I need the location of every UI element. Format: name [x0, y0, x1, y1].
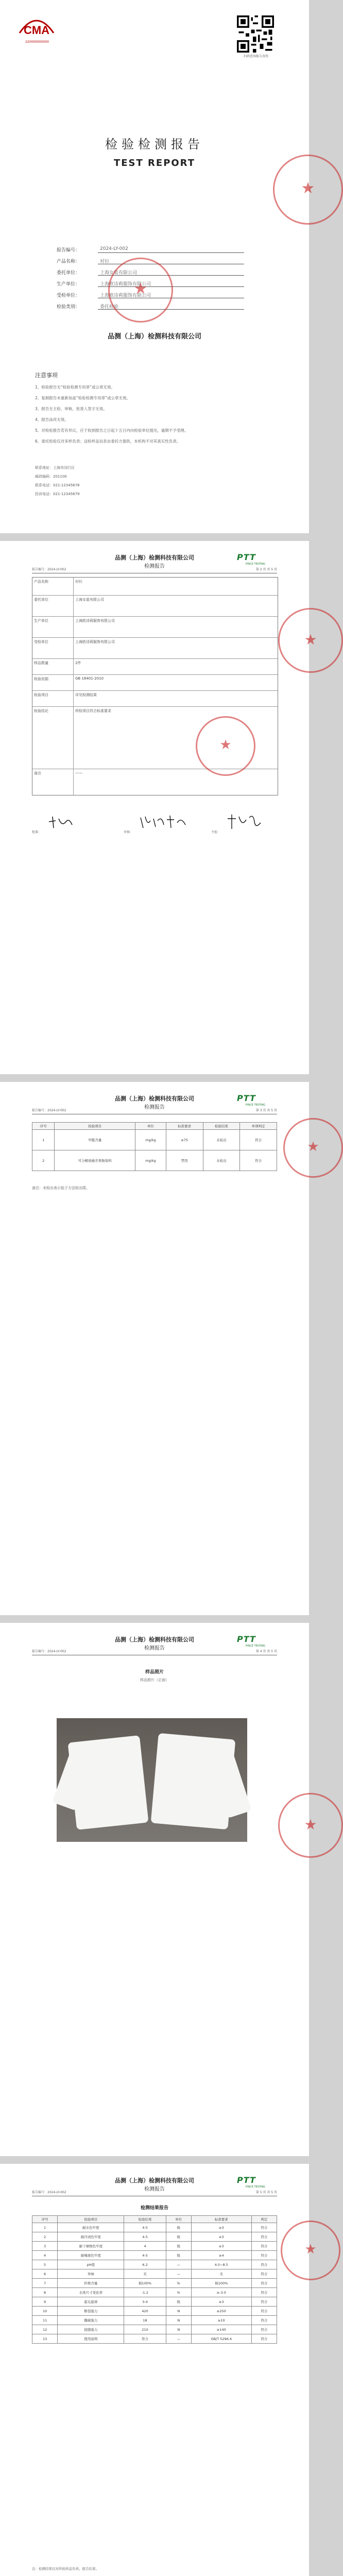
cell: 甲醛含量 — [55, 1130, 135, 1150]
cell: 耐汗渍色牢度 — [58, 2232, 124, 2242]
cell: 无 — [191, 2269, 251, 2279]
report-title-en: TEST REPORT — [113, 158, 196, 168]
company-logo: PTT — [237, 1634, 256, 1644]
cell: 6.2 — [124, 2260, 166, 2269]
table-row — [32, 2232, 277, 2242]
note-item: 1、检验报告无“检验检测专用章”或公章无效。 — [35, 385, 115, 389]
note-item: 2、复制报告未重新加盖“检验检测专用章”或公章无效。 — [35, 396, 131, 400]
header-report-no: 报告编号：2024-LY-002 — [32, 568, 66, 571]
cell: 符合 — [251, 2269, 277, 2279]
company-logo: PTT — [237, 552, 256, 562]
notes-list — [35, 383, 277, 448]
cell: 11 — [32, 2316, 58, 2325]
results-page-2 — [0, 2164, 317, 2576]
reviewer-signature — [138, 811, 195, 832]
cell: 无 — [124, 2269, 166, 2279]
table-row — [32, 596, 278, 617]
company-logo: PTT — [237, 1093, 256, 1103]
cell: 起毛起球 — [58, 2297, 124, 2307]
column-header: 序号 — [32, 2216, 58, 2223]
seal-edge: ★ — [283, 1118, 343, 1178]
row-value: 2件 — [75, 661, 81, 665]
column-header: 单位 — [135, 1123, 166, 1130]
table-row — [32, 2279, 277, 2288]
row-value: GB 18401-2010 — [75, 676, 104, 681]
cell: 4-5 — [124, 2223, 166, 2232]
cell: pH值 — [58, 2260, 124, 2269]
table-row — [32, 675, 278, 691]
table-row — [32, 617, 278, 638]
cell: 撕破强力 — [58, 2316, 124, 2325]
company-name: 品测（上海）检测科技有限公司 — [107, 333, 201, 341]
cma-mark: CMA — [23, 24, 50, 37]
seal-edge: ★ — [278, 608, 343, 673]
cell: 3-4 — [124, 2297, 166, 2307]
cell: 10 — [32, 2307, 58, 2316]
cell: ≥3 — [191, 2223, 251, 2232]
cell: 级 — [166, 2251, 191, 2260]
row-value: 上海欧诗莉服饰有限公司 — [75, 619, 115, 623]
cell: 3 — [32, 2242, 58, 2251]
cell: — — [166, 2260, 191, 2269]
results-table — [32, 1122, 277, 1171]
results-table — [32, 2215, 277, 2344]
cell: % — [166, 2279, 191, 2288]
cell: ≥3 — [191, 2242, 251, 2251]
cell: 4.0~8.5 — [191, 2260, 251, 2269]
table-header-row — [32, 1123, 277, 1130]
table-row — [32, 2242, 277, 2251]
cell: 4 — [32, 2251, 58, 2260]
table-row — [32, 691, 278, 707]
cell: ≥3 — [191, 2232, 251, 2242]
column-header: 序号 — [32, 1123, 55, 1130]
qr-code[interactable] — [237, 15, 274, 53]
cell: 级 — [166, 2232, 191, 2242]
field-label: 产品名称： — [57, 259, 80, 264]
cover-page — [0, 0, 315, 533]
notes-title: 注意事项 — [35, 372, 58, 379]
row-value: —— — [75, 771, 82, 775]
cell: 符合 — [124, 2334, 166, 2344]
table-row — [32, 2260, 277, 2269]
cell: — — [166, 2334, 191, 2344]
cell: 2 — [32, 1150, 55, 1171]
summary-page — [0, 541, 317, 1074]
column-header: 单位 — [166, 2216, 191, 2223]
header-company: 品测（上海）检测科技有限公司 — [115, 2177, 194, 2184]
seal-edge: ★ — [278, 1793, 343, 1858]
table-row — [32, 2223, 277, 2232]
cell: 符合 — [251, 2223, 277, 2232]
seal-edge: ★ — [281, 2221, 340, 2280]
page-number: 第 4 页 共 5 页 — [255, 1650, 277, 1653]
cell: 7 — [32, 2279, 58, 2288]
cell: 符合 — [251, 2288, 277, 2297]
cell: 级 — [166, 2297, 191, 2307]
logo-subtitle: PINCE TESTING — [245, 2185, 265, 2189]
field-label: 检验类别： — [57, 304, 80, 310]
cell: 4-5 — [124, 2232, 166, 2242]
column-header: 检验项目 — [58, 2216, 124, 2223]
header-subtitle: 检测报告 — [144, 1646, 165, 1651]
cell: 异味 — [58, 2269, 124, 2279]
table-row — [32, 2307, 277, 2316]
table-row — [32, 578, 278, 596]
note-item: 6、委托检验仅对来样负责；送检样品信息由委托方提供，本机构不对其真实性负责。 — [35, 439, 181, 444]
cell: 水洗尺寸变化率 — [58, 2288, 124, 2297]
table-row — [32, 2269, 277, 2279]
reviewer-label: 审核： — [124, 831, 133, 834]
column-header: 标准要求 — [166, 1123, 203, 1130]
column-header: 检验项目 — [55, 1123, 135, 1130]
company-logo: PTT — [237, 2175, 256, 2185]
field-value: 上海欧诗莉服饰有限公司 — [98, 280, 244, 287]
note-item: 4、报告涂改无效。 — [35, 417, 68, 422]
cell: 断裂强力 — [58, 2307, 124, 2316]
cell: 未检出 — [203, 1150, 240, 1171]
row-label: 样品数量 — [32, 659, 74, 674]
cell: 符合 — [240, 1150, 277, 1171]
cell: N — [166, 2316, 191, 2325]
table-row — [32, 2325, 277, 2334]
cell: 级 — [166, 2242, 191, 2251]
report-title-cn: 检验检测报告 — [105, 137, 204, 151]
cell: 4 — [124, 2242, 166, 2251]
cell: N — [166, 2307, 191, 2316]
cell: 符合 — [251, 2325, 277, 2334]
qr-caption: 扫码查询报告真伪 — [243, 55, 268, 58]
cma-number: 220000000000 — [25, 40, 49, 44]
logo-subtitle: PINCE TESTING — [245, 1104, 265, 1107]
cell: 4-5 — [124, 2251, 166, 2260]
cell: 符合 — [251, 2297, 277, 2307]
table-row — [32, 2316, 277, 2325]
table-row — [32, 2297, 277, 2307]
field-label: 受检单位： — [57, 293, 80, 298]
contact-line: 联系地址：上海市闵行区 — [35, 466, 75, 470]
field-label: 生产单位： — [57, 282, 80, 287]
results-footer: 注：检测结果仅对所检样品负责。报告结束。 — [32, 2567, 99, 2571]
cell: 2 — [32, 2232, 58, 2242]
column-header: 判定 — [251, 2216, 277, 2223]
page-number: 第 2 页 共 5 页 — [255, 568, 277, 571]
cell: 使用说明 — [58, 2334, 124, 2344]
header-company: 品测（上海）检测科技有限公司 — [115, 1636, 194, 1643]
column-header: 单项判定 — [240, 1123, 277, 1130]
header-subtitle: 检测报告 — [144, 564, 165, 569]
table-note: 备注：未检出表示低于方法检出限。 — [32, 1186, 90, 1190]
photo-caption: 样品照片（正面） — [140, 1678, 169, 1682]
results-page-1 — [0, 1082, 319, 1615]
sample-photo — [57, 1718, 247, 1842]
cell: mg/kg — [135, 1150, 166, 1171]
official-seal: ★ — [108, 258, 173, 323]
cell: 1 — [32, 1130, 55, 1150]
header-company: 品测（上海）检测科技有限公司 — [115, 554, 194, 561]
table-row — [32, 1150, 277, 1171]
header-subtitle: 检测报告 — [144, 1105, 165, 1110]
field-value: 2024-LY-002 — [98, 246, 244, 253]
cell: ≥250 — [191, 2307, 251, 2316]
header-subtitle: 检测报告 — [144, 2187, 165, 2192]
cell: 6 — [32, 2269, 58, 2279]
cell: 符合 — [251, 2251, 277, 2260]
field-value: 上海女装有限公司 — [98, 269, 244, 276]
cell: 耐干摩擦色牢度 — [58, 2242, 124, 2251]
cell: 符合 — [251, 2334, 277, 2344]
cell: ≥140 — [191, 2325, 251, 2334]
cell: 符合 — [251, 2316, 277, 2325]
cell: — — [166, 2269, 191, 2279]
note-item: 3、报告无主检、审核、批准人签字无效。 — [35, 406, 107, 411]
results-body — [32, 2223, 277, 2344]
cell: 210 — [124, 2325, 166, 2334]
cell: 棉100% — [191, 2279, 251, 2288]
table-row — [32, 1130, 277, 1150]
cell: 5 — [32, 2260, 58, 2269]
header-company: 品测（上海）检测科技有限公司 — [115, 1095, 194, 1102]
field-value: 委托检验 — [98, 303, 244, 310]
cell: 420 — [124, 2307, 166, 2316]
cell: 符合 — [240, 1130, 277, 1150]
cell: 8 — [32, 2288, 58, 2297]
cell: ≥-3.0 — [191, 2288, 251, 2297]
cell: GB/T 5296.4 — [191, 2334, 251, 2344]
inspector-signature — [226, 811, 267, 832]
cell: % — [166, 2288, 191, 2297]
table-row — [32, 2334, 277, 2344]
table-row — [32, 769, 278, 795]
cell: 符合 — [251, 2242, 277, 2251]
approver-signature — [46, 811, 82, 832]
field-value: 衬衫 — [98, 258, 244, 264]
logo-subtitle: PINCE TESTING — [245, 563, 265, 566]
cma-logo — [16, 13, 57, 38]
cell: ≤75 — [166, 1130, 203, 1150]
table-header-row — [32, 2216, 277, 2223]
approver-label: 批准： — [32, 831, 42, 834]
note-item: 5、对检验报告若有异议，应于收到报告之日起十五日内向检验单位提出，逾期不予受理。 — [35, 428, 188, 433]
row-value: 上海女装有限公司 — [75, 598, 104, 602]
cell: ≥4 — [191, 2251, 251, 2260]
field-value: 上海欧诗莉服饰有限公司 — [98, 292, 244, 298]
contact-line: 联系电话：021-12345678 — [35, 483, 80, 487]
inspector-label: 主检： — [211, 831, 221, 834]
cell: 棉100% — [124, 2279, 166, 2288]
results-title: 检测结果报告 — [140, 2206, 168, 2211]
row-value: 所检项目符合标准要求 — [75, 709, 111, 713]
cell: 禁用 — [166, 1150, 203, 1171]
row-label: 产品名称 — [32, 578, 74, 595]
row-label: 受检单位 — [32, 638, 74, 658]
cell: 耐水色牢度 — [58, 2223, 124, 2232]
row-label: 委托单位 — [32, 596, 74, 616]
photo-title: 样品照片 — [145, 1670, 164, 1675]
column-header: 检验结果 — [203, 1123, 240, 1130]
contact-line: 邮政编码：201100 — [35, 474, 67, 479]
row-label: 检验项目 — [32, 691, 74, 706]
cell: 符合 — [251, 2279, 277, 2288]
row-label: 检验结论 — [32, 707, 74, 769]
table-row — [32, 2251, 277, 2260]
table-row — [32, 638, 278, 659]
row-label: 备注 — [32, 769, 74, 795]
cell: 13 — [32, 2334, 58, 2344]
cell: 12 — [32, 2325, 58, 2334]
cell: 耐唾液色牢度 — [58, 2251, 124, 2260]
cell: 9 — [32, 2297, 58, 2307]
header-report-no: 报告编号：2024-LY-002 — [32, 2191, 66, 2194]
cell: 级 — [166, 2223, 191, 2232]
cell: -1.2 — [124, 2288, 166, 2297]
contact-line: 投诉电话：021-12345679 — [35, 492, 80, 496]
page-number: 第 3 页 共 5 页 — [255, 1109, 277, 1112]
field-label: 委托单位： — [57, 270, 80, 276]
header-report-no: 报告编号：2024-LY-002 — [32, 1650, 66, 1653]
table-row — [32, 2288, 277, 2297]
cell: 符合 — [251, 2232, 277, 2242]
cell: N — [166, 2325, 191, 2334]
cell: 18 — [124, 2316, 166, 2325]
row-value: 详见检测结果 — [75, 693, 97, 697]
header-report-no: 报告编号：2024-LY-002 — [32, 1109, 66, 1112]
column-header: 标准要求 — [191, 2216, 251, 2223]
cell: 未检出 — [203, 1130, 240, 1150]
row-label: 生产单位 — [32, 617, 74, 637]
cell: 1 — [32, 2223, 58, 2232]
cell: 符合 — [251, 2260, 277, 2269]
official-seal: ★ — [196, 716, 255, 776]
seal-edge: ★ — [273, 155, 343, 225]
cell: mg/kg — [135, 1130, 166, 1150]
cell: ≥3 — [191, 2297, 251, 2307]
row-value: 衬衫 — [75, 580, 82, 584]
row-value: 上海欧诗莉服饰有限公司 — [75, 640, 115, 644]
row-label: 检验依据 — [32, 675, 74, 690]
column-header: 检验结果 — [124, 2216, 166, 2223]
cell: 纤维含量 — [58, 2279, 124, 2288]
logo-subtitle: PINCE TESTING — [245, 1645, 265, 1648]
cell: ≥10 — [191, 2316, 251, 2325]
table-row — [32, 659, 278, 675]
photo-page — [0, 1623, 317, 2156]
cell: 可分解致癌芳香胺染料 — [55, 1150, 135, 1171]
field-label: 报告编号： — [57, 248, 80, 253]
cell: 符合 — [251, 2307, 277, 2316]
page-number: 第 5 页 共 5 页 — [255, 2191, 277, 2194]
cell: 接缝强力 — [58, 2325, 124, 2334]
contact-info — [35, 464, 277, 499]
